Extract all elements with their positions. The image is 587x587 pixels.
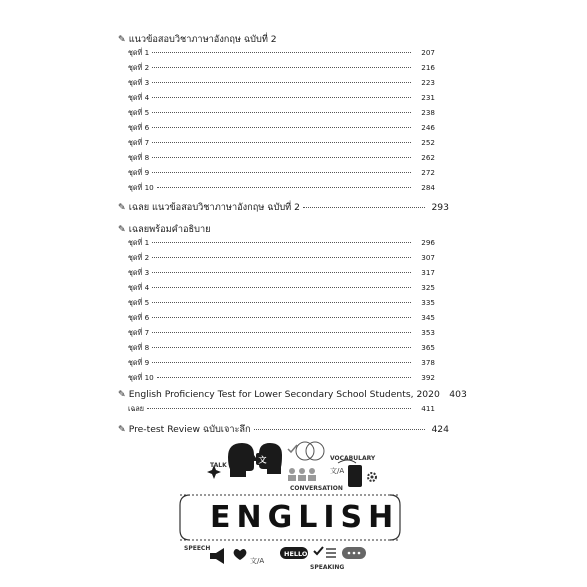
phone-icon [348,465,362,487]
vocabulary-label: VOCABULARY [330,455,376,462]
toc-entry[interactable]: ชุดที่ 7 252 [128,138,435,147]
toc-entry[interactable]: ชุดที่ 2 216 [128,63,435,72]
heart-icon [234,549,247,560]
pencil-icon: ✎ [118,34,126,45]
toc-entry[interactable]: ชุดที่ 1 296 [128,238,435,247]
section-title: ✎ เฉลยพร้อมคำอธิบาย [118,224,211,235]
group-people-icon [288,468,316,481]
pencil-icon: ✎ [118,224,126,235]
svg-text:ENGLISH: ENGLISH [210,500,400,535]
speaking-head-icon [228,443,258,477]
toc-section-entry[interactable]: ✎ เฉลย แนวข้อสอบวิชาภาษาอังกฤษ ฉบับที่ 2 293 [118,202,449,213]
toc-section-entry[interactable]: ✎ English Proficiency Test for Lower Secondary School Students, 2020 403 [118,389,467,400]
toc-entry[interactable]: ชุดที่ 5 335 [128,298,435,307]
megaphone-icon [210,548,224,564]
toc-entry[interactable]: ชุดที่ 9 378 [128,358,435,367]
toc-entry[interactable]: ชุดที่ 8 262 [128,153,435,162]
pencil-icon: ✎ [118,202,126,213]
toc-entry[interactable]: ชุดที่ 1 207 [128,48,435,57]
checklist-icon [314,547,336,557]
toc-entry[interactable]: ชุดที่ 7 353 [128,328,435,337]
toc-entry[interactable]: ชุดที่ 6 345 [128,313,435,322]
toc-entry[interactable]: ชุดที่ 3 317 [128,268,435,277]
typing-bubble-icon [342,547,366,559]
toc-entry[interactable]: ชุดที่ 9 272 [128,168,435,177]
translation-glyph: 文/A [250,557,265,565]
speech-label: SPEECH [184,545,211,552]
svg-text:文: 文 [258,455,267,465]
speaking-label: SPEAKING [310,564,345,571]
toc-entry[interactable]: ชุดที่ 8 365 [128,343,435,352]
pencil-icon: ✎ [118,424,126,435]
hello-bubble-icon [280,547,308,559]
toc-entry[interactable]: ชุดที่ 3 223 [128,78,435,87]
pencil-icon: ✎ [118,389,126,400]
gear-icon [368,473,376,481]
svg-text:HELLO: HELLO [284,550,308,558]
toc-entry[interactable]: ชุดที่ 5 238 [128,108,435,117]
toc-entry[interactable]: ชุดที่ 4 231 [128,93,435,102]
section-title: ✎ แนวข้อสอบวิชาภาษาอังกฤษ ฉบับที่ 2 [118,34,277,45]
venn-circles-icon [296,442,324,460]
english-illustration [170,435,410,575]
conversation-label: CONVERSATION [290,485,343,492]
toc-entry[interactable]: เฉลย 411 [128,404,435,413]
toc-entry[interactable]: ชุดที่ 10 392 [128,373,435,382]
frame-curve [180,495,190,540]
toc-entry[interactable]: ชุดที่ 6 246 [128,123,435,132]
translate-bubble-icon [256,453,270,465]
translation-glyph: 文/A [330,467,345,475]
toc-section-entry[interactable]: ✎ Pre-test Review ฉบับเจาะลึก 424 [118,424,449,435]
toc-entry[interactable]: ชุดที่ 10 284 [128,183,435,192]
toc-entry[interactable]: ชุดที่ 2 307 [128,253,435,262]
talk-label: TALK [210,462,227,469]
toc-entry[interactable]: ชุดที่ 4 325 [128,283,435,292]
english-wordmark [210,500,399,535]
